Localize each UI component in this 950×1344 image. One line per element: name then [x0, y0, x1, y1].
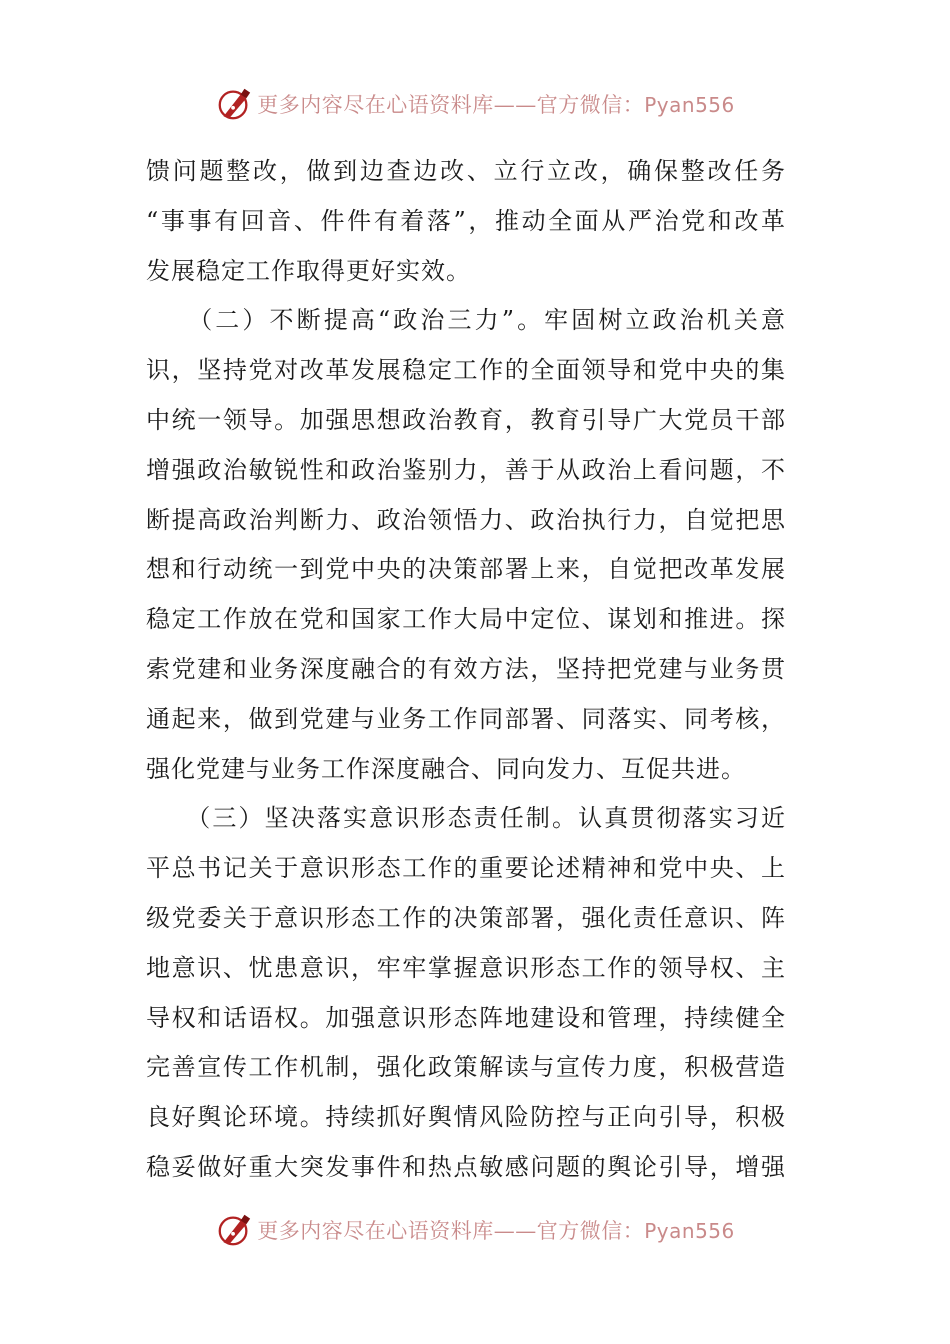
body-line: 稳妥做好重大突发事件和热点敏感问题的舆论引导，增强: [146, 1152, 786, 1181]
body-line: 强化党建与业务工作深度融合、同向发力、互促共进。: [146, 754, 746, 783]
body-line: 中统一领导。加强思想政治教育，教育引导广大党员干部: [146, 405, 786, 434]
body-line: 平总书记关于意识形态工作的重要论述精神和党中央、上: [146, 854, 786, 883]
wechat-id: Pyan556: [644, 93, 735, 117]
body-line: 识，坚持党对改革发展稳定工作的全面领导和党中央的集: [146, 356, 786, 385]
document-body: [146, 147, 786, 1193]
body-line: 级党委关于意识形态工作的决策部署，强化责任意识、阵: [146, 903, 786, 932]
body-line: “事事有回音、件件有着落”，推动全面从严治党和改革: [146, 206, 786, 235]
pen-nib-logo-icon: [215, 85, 253, 123]
banner-text: 更多内容尽在心语资料库——官方微信：Pyan556: [257, 93, 735, 117]
paragraph-heading-line: （二）不断提高“政治三力”。牢固树立政治机关意: [146, 306, 786, 335]
body-line: 稳定工作放在党和国家工作大局中定位、谋划和推进。探: [146, 605, 786, 634]
body-line: 通起来，做到党建与业务工作同部署、同落实、同考核，: [146, 704, 786, 733]
wechat-id: Pyan556: [644, 1219, 735, 1243]
body-line: 地意识、忧患意识，牢牢掌握意识形态工作的领导权、主: [146, 953, 786, 982]
paragraph-heading-line: （三）坚决落实意识形态责任制。认真贯彻落实习近: [146, 804, 786, 833]
body-line: 发展稳定工作取得更好实效。: [146, 256, 471, 285]
body-line: 索党建和业务深度融合的有效方法，坚持把党建与业务贯: [146, 654, 786, 683]
footer-banner: [0, 1208, 950, 1252]
body-line: 导权和话语权。加强意识形态阵地建设和管理，持续健全: [146, 1003, 786, 1032]
body-line: 增强政治敏锐性和政治鉴别力，善于从政治上看问题，不: [146, 455, 786, 484]
body-line: 断提高政治判断力、政治领悟力、政治执行力，自觉把思: [146, 505, 786, 534]
header-banner: [0, 82, 950, 126]
body-line: 完善宣传工作机制，强化政策解读与宣传力度，积极营造: [146, 1053, 786, 1082]
body-line: 馈问题整改，做到边查边改、立行立改，确保整改任务: [146, 157, 786, 185]
body-line: 良好舆论环境。持续抓好舆情风险防控与正向引导，积极: [146, 1103, 786, 1132]
body-line: 想和行动统一到党中央的决策部署上来，自觉把改革发展: [146, 555, 786, 584]
pen-nib-logo-icon: [215, 1211, 253, 1249]
banner-text: 更多内容尽在心语资料库——官方微信：Pyan556: [257, 1219, 735, 1243]
